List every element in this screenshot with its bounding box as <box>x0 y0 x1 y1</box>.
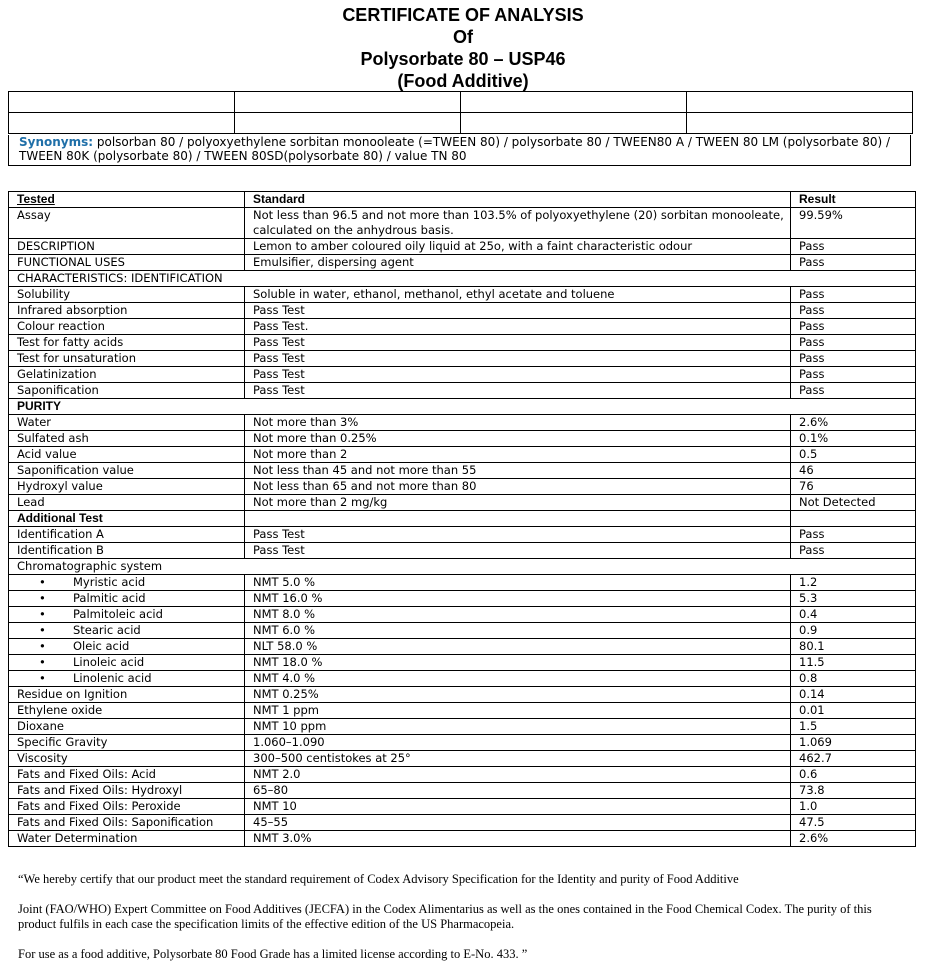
result-cell: 1.5 <box>791 719 916 735</box>
result-cell: 99.59% <box>791 208 916 239</box>
tested-cell <box>9 607 245 623</box>
standard-cell: Emulsifier, dispersing agent <box>245 255 791 271</box>
result-cell: Pass <box>791 319 916 335</box>
tested-cell: Fats and Fixed Oils: Hydroxyl <box>9 783 245 799</box>
result-cell: 11.5 <box>791 655 916 671</box>
table-row <box>9 351 916 367</box>
standard-cell <box>245 511 791 527</box>
tested-cell <box>9 591 245 607</box>
tested-cell: Colour reaction <box>9 319 245 335</box>
table-row <box>9 367 916 383</box>
standard-cell: Pass Test <box>245 383 791 399</box>
table-row <box>9 208 916 239</box>
result-cell: 0.4 <box>791 607 916 623</box>
result-cell: 0.14 <box>791 687 916 703</box>
tested-cell: Ethylene oxide <box>9 703 245 719</box>
certification-statement-jecfa: Joint (FAO/WHO) Expert Committee on Food Additives (JECFA) in the Codex Alimentarius as well as the ones contained in the Food Chemical Codex. The purity of this product fulfils in each case the specification limits of the effective edition of the US Pharmacopeia. <box>18 902 872 931</box>
table-row <box>9 495 916 511</box>
standard-cell: Pass Test <box>245 303 791 319</box>
tested-cell: Additional Test <box>9 511 245 527</box>
header-cell <box>461 92 687 113</box>
result-cell: Pass <box>791 351 916 367</box>
tested-cell: Solubility <box>9 287 245 303</box>
tested-cell: Lead <box>9 495 245 511</box>
bullet-icon: • <box>39 639 46 653</box>
standard-cell: NMT 5.0 % <box>245 575 791 591</box>
table-row <box>9 447 916 463</box>
tested-cell: DESCRIPTION <box>9 239 245 255</box>
result-cell: Pass <box>791 543 916 559</box>
table-row <box>9 783 916 799</box>
tested-label: Stearic acid <box>73 623 141 637</box>
table-row <box>9 239 916 255</box>
tested-cell: Gelatinization <box>9 367 245 383</box>
result-cell: Pass <box>791 335 916 351</box>
tested-cell: Identification B <box>9 543 245 559</box>
document-title: CERTIFICATE OF ANALYSIS <box>342 5 584 25</box>
standard-cell: NLT 58.0 % <box>245 639 791 655</box>
tested-cell: Test for unsaturation <box>9 351 245 367</box>
section-heading: Chromatographic system <box>9 559 916 575</box>
standard-cell: NMT 0.25% <box>245 687 791 703</box>
certification-statement: “We hereby certify that our product meet the standard requirement of Codex Advisory Specification for the Identity and purity of Food Additive <box>18 872 739 886</box>
table-row <box>9 255 916 271</box>
tested-cell <box>9 639 245 655</box>
tested-cell: Residue on Ignition <box>9 687 245 703</box>
standard-cell: Not less than 96.5 and not more than 103.5% of polyoxyethylene (20) sorbitan monooleate, calculated on the anhydrous basis. <box>245 208 791 239</box>
synonyms-label: Synonyms: <box>19 135 94 149</box>
bullet-icon: • <box>39 575 46 589</box>
table-row <box>9 319 916 335</box>
bullet-icon: • <box>39 655 46 669</box>
standard-cell: NMT 2.0 <box>245 767 791 783</box>
standard-cell: Soluble in water, ethanol, methanol, ethyl acetate and toluene <box>245 287 791 303</box>
header-cell <box>687 113 913 134</box>
table-row <box>9 383 916 399</box>
result-cell: Pass <box>791 527 916 543</box>
bullet-icon: • <box>39 607 46 621</box>
table-row <box>9 479 916 495</box>
tested-cell: Test for fatty acids <box>9 335 245 351</box>
standard-cell: 45–55 <box>245 815 791 831</box>
tested-cell: Fats and Fixed Oils: Peroxide <box>9 799 245 815</box>
section-heading: CHARACTERISTICS: IDENTIFICATION <box>9 271 916 287</box>
tested-cell: Assay <box>9 208 245 239</box>
result-cell: 46 <box>791 463 916 479</box>
standard-cell: NMT 18.0 % <box>245 655 791 671</box>
standard-cell: NMT 8.0 % <box>245 607 791 623</box>
table-row <box>9 287 916 303</box>
table-row <box>9 767 916 783</box>
result-cell: 73.8 <box>791 783 916 799</box>
table-row <box>9 751 916 767</box>
standard-cell: NMT 10 ppm <box>245 719 791 735</box>
header-info-grid <box>8 91 913 134</box>
header-cell <box>461 113 687 134</box>
standard-cell: 65–80 <box>245 783 791 799</box>
result-cell: 0.9 <box>791 623 916 639</box>
tested-cell: Water <box>9 415 245 431</box>
table-row <box>9 735 916 751</box>
table-row <box>9 303 916 319</box>
bullet-icon: • <box>39 623 46 637</box>
tested-label: Oleic acid <box>73 639 130 653</box>
result-cell: Pass <box>791 239 916 255</box>
bullet-icon: • <box>39 591 46 605</box>
header-cell <box>9 92 235 113</box>
result-cell: Pass <box>791 303 916 319</box>
standard-cell: Not more than 2 mg/kg <box>245 495 791 511</box>
table-row <box>9 559 916 575</box>
result-cell: 76 <box>791 479 916 495</box>
table-row <box>9 335 916 351</box>
standard-cell: Not more than 2 <box>245 447 791 463</box>
tested-label: Myristic acid <box>73 575 146 589</box>
bullet-icon: • <box>39 671 46 685</box>
header-cell <box>687 92 913 113</box>
tested-cell: Fats and Fixed Oils: Acid <box>9 767 245 783</box>
tested-cell: FUNCTIONAL USES <box>9 255 245 271</box>
tested-cell: Acid value <box>9 447 245 463</box>
standard-cell: Pass Test <box>245 543 791 559</box>
header-cell <box>9 113 235 134</box>
standard-cell: Not less than 65 and not more than 80 <box>245 479 791 495</box>
standard-cell: Not less than 45 and not more than 55 <box>245 463 791 479</box>
standard-cell: Not more than 0.25% <box>245 431 791 447</box>
result-cell: 0.6 <box>791 767 916 783</box>
standard-cell: Lemon to amber coloured oily liquid at 25o, with a faint characteristic odour <box>245 239 791 255</box>
header-cell <box>235 113 461 134</box>
result-cell: 80.1 <box>791 639 916 655</box>
result-cell: 462.7 <box>791 751 916 767</box>
result-cell: 0.1% <box>791 431 916 447</box>
result-cell: 2.6% <box>791 415 916 431</box>
tested-cell: Fats and Fixed Oils: Saponification <box>9 815 245 831</box>
standard-cell: NMT 3.0% <box>245 831 791 847</box>
result-cell: Pass <box>791 255 916 271</box>
result-cell <box>791 511 916 527</box>
table-row <box>9 415 916 431</box>
analysis-table <box>8 191 916 847</box>
standard-cell: NMT 1 ppm <box>245 703 791 719</box>
table-row <box>9 607 916 623</box>
tested-cell <box>9 671 245 687</box>
result-cell: 0.5 <box>791 447 916 463</box>
tested-label: Palmitoleic acid <box>73 607 163 621</box>
tested-cell: Hydroxyl value <box>9 479 245 495</box>
tested-cell: Viscosity <box>9 751 245 767</box>
synonyms-box <box>8 135 911 166</box>
tested-cell: Specific Gravity <box>9 735 245 751</box>
table-row <box>9 543 916 559</box>
license-statement: For use as a food additive, Polysorbate 80 Food Grade has a limited license according to E-No. 433. ” <box>18 947 528 961</box>
tested-cell: Identification A <box>9 527 245 543</box>
tested-cell <box>9 623 245 639</box>
tested-cell: Infrared absorption <box>9 303 245 319</box>
table-header-row <box>9 192 916 208</box>
tested-label: Linoleic acid <box>73 655 145 669</box>
tested-cell: Saponification <box>9 383 245 399</box>
column-header-standard: Standard <box>245 192 791 208</box>
table-row <box>9 639 916 655</box>
document-title-of: Of <box>453 27 473 47</box>
tested-label: Linolenic acid <box>73 671 152 685</box>
standard-cell: Pass Test. <box>245 319 791 335</box>
result-cell: Pass <box>791 287 916 303</box>
standard-cell: 1.060–1.090 <box>245 735 791 751</box>
tested-cell <box>9 655 245 671</box>
result-cell: 5.3 <box>791 591 916 607</box>
tested-cell <box>9 575 245 591</box>
standard-cell: NMT 10 <box>245 799 791 815</box>
table-row <box>9 431 916 447</box>
table-row <box>9 655 916 671</box>
product-category: (Food Additive) <box>397 71 529 91</box>
result-cell: 1.069 <box>791 735 916 751</box>
standard-cell: NMT 16.0 % <box>245 591 791 607</box>
result-cell: Pass <box>791 367 916 383</box>
standard-cell: NMT 6.0 % <box>245 623 791 639</box>
standard-cell: Pass Test <box>245 367 791 383</box>
table-row <box>9 511 916 527</box>
table-row <box>9 575 916 591</box>
standard-cell: Pass Test <box>245 335 791 351</box>
standard-cell: Pass Test <box>245 351 791 367</box>
table-row <box>9 719 916 735</box>
table-row <box>9 527 916 543</box>
section-heading: PURITY <box>9 399 916 415</box>
tested-cell: Water Determination <box>9 831 245 847</box>
result-cell: 47.5 <box>791 815 916 831</box>
result-cell: 0.01 <box>791 703 916 719</box>
result-cell: 1.2 <box>791 575 916 591</box>
product-name: Polysorbate 80 – USP46 <box>360 49 566 69</box>
tested-cell: Dioxane <box>9 719 245 735</box>
standard-cell: NMT 4.0 % <box>245 671 791 687</box>
result-cell: 1.0 <box>791 799 916 815</box>
column-header-result: Result <box>791 192 916 208</box>
standard-cell: Pass Test <box>245 527 791 543</box>
result-cell: 0.8 <box>791 671 916 687</box>
table-row <box>9 271 916 287</box>
table-row <box>9 687 916 703</box>
standard-cell: 300–500 centistokes at 25° <box>245 751 791 767</box>
header-cell <box>235 92 461 113</box>
table-row <box>9 623 916 639</box>
tested-cell: Saponification value <box>9 463 245 479</box>
table-row <box>9 831 916 847</box>
result-cell: 2.6% <box>791 831 916 847</box>
table-row <box>9 703 916 719</box>
tested-cell: Sulfated ash <box>9 431 245 447</box>
tested-label: Palmitic acid <box>73 591 146 605</box>
table-row <box>9 671 916 687</box>
synonyms-text: polsorban 80 / polyoxyethylene sorbitan monooleate (=TWEEN 80) / polysorbate 80 / TWEEN80 A / TWEEN 80 LM (polysorbate 80) / TWEEN 80K (polysorbate 80) / TWEEN 80SD(polysorbate 80) / value TN 80 <box>19 135 891 163</box>
table-row <box>9 815 916 831</box>
result-cell: Not Detected <box>791 495 916 511</box>
table-row <box>9 799 916 815</box>
table-row <box>9 399 916 415</box>
standard-cell: Not more than 3% <box>245 415 791 431</box>
table-row <box>9 463 916 479</box>
column-header-tested: Tested <box>9 192 245 208</box>
result-cell: Pass <box>791 383 916 399</box>
table-row <box>9 591 916 607</box>
